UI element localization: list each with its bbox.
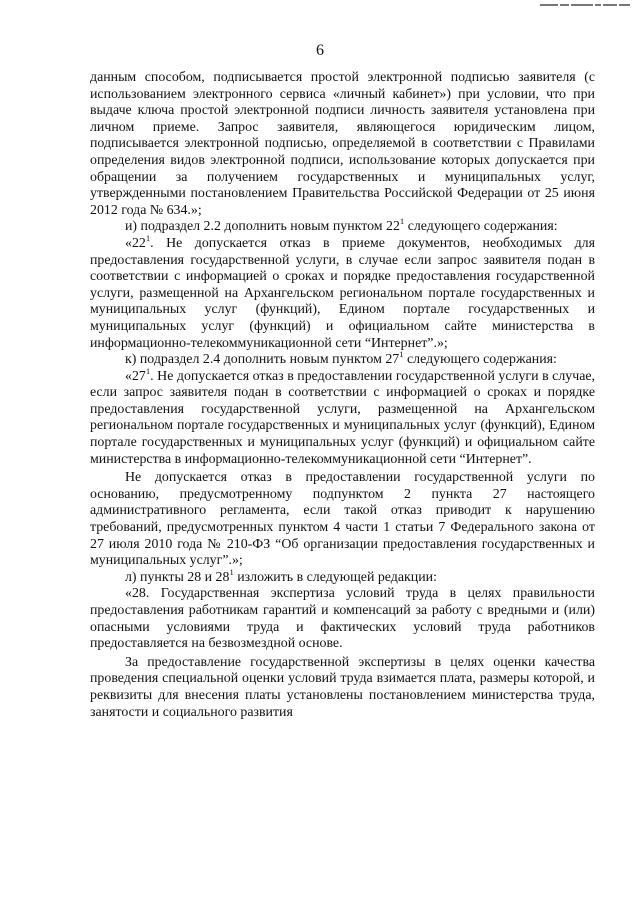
paragraph [90, 365, 595, 469]
superscript: 1 [399, 216, 405, 227]
scan-corner-mark [540, 2, 630, 8]
text-run: изложить в следующей редакции: [233, 569, 437, 585]
text-run: следующего содержания: [403, 352, 557, 368]
text-run: За предоставление государственной экспертизы в целях оценки качества проведения специальной оценки условий труда взимается плата, размеры которой, и реквизиты для внесения платы установлены постановлением министерства труда, занятости и социального развития [90, 654, 595, 720]
text-run: . Не допускается отказ в предоставлении государственной услуги в случае, если запрос заявителя подан в соответствии с информацией о сроках и порядке предоставления государственной услуги, размещенной на Архангельском региональном портале государственных и муниципальных услуг (функций), Едином портале государственных и муниципальных услуг (функций) и официальном сайте министерства в информационно-телекоммуникационной сети “Интернет”. [90, 368, 595, 467]
paragraph [90, 70, 595, 219]
text-run: «28. Государственная экспертиза условий труда в целях правильности предоставления работникам гарантий и компенсаций за работу с вредными и (или) опасными условиями труда и фактических условий труда работников предоставляется на безвозмездной основе. [90, 586, 595, 652]
superscript: 1 [399, 348, 404, 359]
text-run: Не допускается отказ в предоставлении государственной услуги по основанию, предусмотренному подпунктом 2 пункта 27 настоящего административного регламента, если такой отказ приводит к нарушению требований, предусмотренных пунктом 4 части 1 статьи 7 Федерального закона от 27 июля 2010 года № 210-ФЗ “Об организации предоставления государственных и муниципальных услуг”.»; [90, 470, 595, 569]
paragraph [90, 655, 595, 721]
superscript: 1 [145, 232, 151, 243]
text-run: данным способом, подписывается простой электронной подписью заявителя (с использованием электронного сервиса «личный кабинет») при условии, что при выдаче ключа простой электронной подписи личность заявителя установлена при личном приеме. Запрос заявителя, являющегося юридическим лицом, подписывается электронной подписью, определяемой в соответствии с Правилами определения видов электронной подписи, использование которых допускается при обращении за получением государственных и муниципальных услуг, утвержденными постановлением Правительства Российской Федерации от 25 июня 2012 года № 634.»; [90, 70, 595, 218]
superscript: 1 [145, 365, 151, 376]
page-number: 6 [316, 42, 324, 59]
paragraph [90, 566, 595, 587]
paragraph [90, 216, 595, 236]
text-run: к) подраздел 2.4 дополнить новым пунктом 27 [125, 352, 400, 368]
text-run: . Не допускается отказ в приеме документов, необходимых для предоставления государственной услуги, в случае если запрос заявителя подан в соответствии с информацией о сроках и порядке предоставления государственной услуги, размещенной на Архангельском региональном портале государственных и муниципальных услуг (функций), Едином портале государственных и муниципальных услуг (функций) и официальном сайте министерства в информационно-телекоммуникационной сети “Интернет”.»; [90, 235, 595, 351]
text-run: и) подраздел 2.2 дополнить новым пунктом 22 [125, 219, 400, 235]
text-run: л) пункты 28 и 28 [125, 569, 230, 585]
document-body [90, 70, 595, 721]
text-run: следующего содержания: [404, 219, 558, 235]
text-run: «22 [125, 235, 146, 251]
paragraph [90, 232, 595, 352]
paragraph [90, 470, 595, 570]
text-run: «27 [125, 368, 146, 384]
paragraph [90, 348, 595, 369]
paragraph [90, 586, 595, 652]
superscript: 1 [229, 566, 234, 577]
